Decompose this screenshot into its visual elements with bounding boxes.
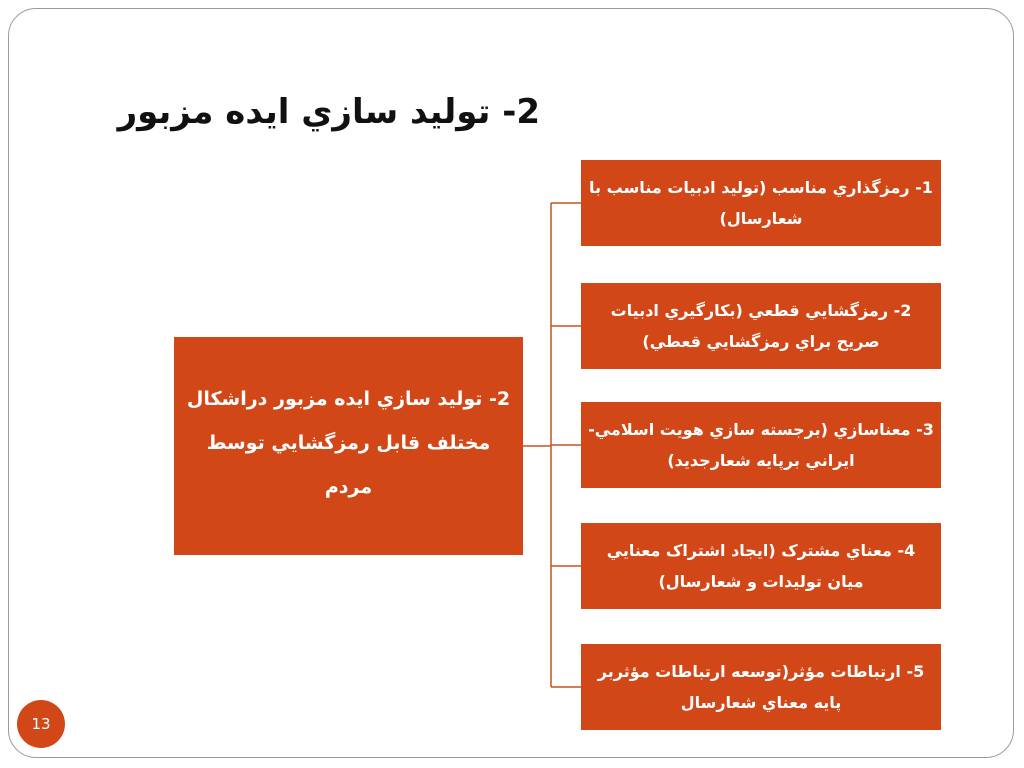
page-number: 13 — [31, 715, 51, 733]
slide-title: 2- توليد سازي ايده مزبور — [117, 92, 540, 132]
child-node-text: 5- ارتباطات مؤثر(توسعه ارتباطات مؤثربر پايه معناي شعارسال — [597, 662, 925, 712]
child-node-3 — [581, 402, 941, 488]
page-number-badge — [17, 700, 65, 748]
child-node-text: 3- معناسازي (برجسته سازي هويت اسلامي- ايراني برپايه شعارجديد) — [588, 420, 934, 470]
child-node-4 — [581, 523, 941, 609]
child-node-text: 2- رمزگشايي قطعي (بكارگيري ادبيات صريح براي رمزگشايي قعطي) — [610, 301, 912, 351]
main-node-text: 2- توليد سازي ايده مزبور دراشكال مختلف قابل رمزگشايي توسط مردم — [186, 388, 511, 498]
child-node-1 — [581, 160, 941, 246]
child-node-text: 1- رمزگذاري مناسب (توليد ادبيات مناسب با شعارسال) — [589, 178, 933, 228]
child-node-5 — [581, 644, 941, 730]
main-node — [174, 337, 523, 555]
child-node-text: 4- معناي مشترک (ايجاد اشتراک معنايي ميان توليدات و شعارسال) — [606, 541, 916, 591]
child-node-2 — [581, 283, 941, 369]
